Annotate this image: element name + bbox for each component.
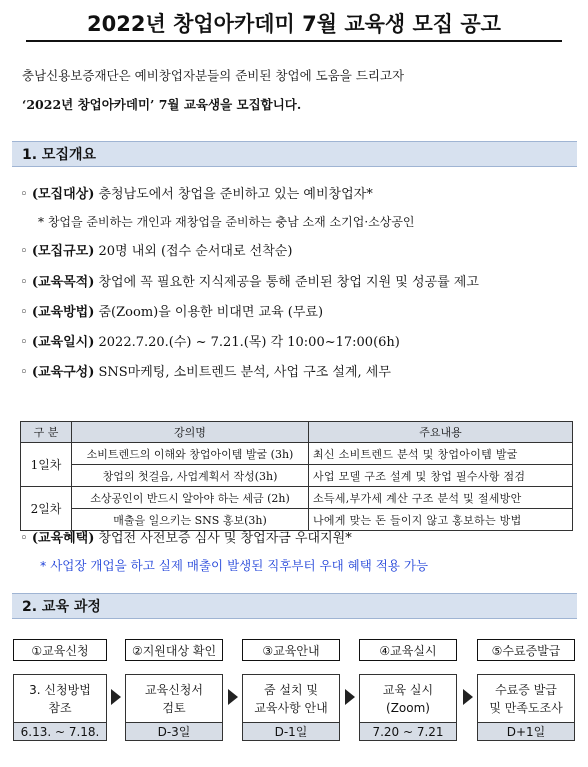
step-body-line: (Zoom) bbox=[386, 701, 430, 715]
item-text: 창업에 꼭 필요한 지식제공을 통해 준비된 창업 지원 및 성공률 제고 bbox=[98, 275, 479, 290]
step-1-head: ①교육신청 bbox=[13, 639, 107, 661]
step-1-foot: 6.13. ~ 7.18. bbox=[13, 722, 107, 741]
item-scale bbox=[20, 240, 292, 259]
step-5-body bbox=[477, 674, 575, 722]
table-header: 구 분 bbox=[21, 422, 72, 443]
content-cell: 최신 소비트렌드 분석 및 창업아이템 발굴 bbox=[309, 443, 573, 465]
item-label: (교육구성) bbox=[31, 365, 95, 380]
target-note: * 창업을 준비하는 개인과 재창업을 준비하는 충남 소재 소기업·소상공인 bbox=[38, 215, 415, 229]
table-header: 주요내용 bbox=[309, 422, 573, 443]
intro-line-1: 충남신용보증재단은 예비창업자분들의 준비된 창업에 도움을 드리고자 bbox=[22, 68, 405, 83]
bullet-mark: ◦ bbox=[20, 187, 28, 202]
step-body-line: 검토 bbox=[162, 701, 186, 715]
item-label: (교육방법) bbox=[31, 305, 95, 320]
intro-line-2: ‘2022년 창업아카데미’ 7월 교육생을 모집합니다. bbox=[22, 97, 302, 112]
step-2-foot: D-3일 bbox=[125, 722, 223, 741]
step-body-line: 참조 bbox=[48, 701, 72, 715]
item-benefit bbox=[20, 527, 352, 546]
section-heading-process: 2. 교육 과정 bbox=[12, 593, 577, 619]
table-row bbox=[21, 443, 573, 465]
item-text: SNS마케팅, 소비트렌드 분석, 사업 구조 설계, 세무 bbox=[98, 365, 391, 380]
step-2-head: ②지원대상 확인 bbox=[125, 639, 223, 661]
item-text: 20명 내외 (접수 순서대로 선착순) bbox=[98, 244, 293, 259]
item-text: 줌(Zoom)을 이용한 비대면 교육 (무료) bbox=[98, 305, 324, 320]
item-schedule bbox=[20, 331, 400, 350]
item-text: 2022.7.20.(수) ~ 7.21.(목) 각 10:00~17:00(6h) bbox=[98, 335, 400, 350]
step-2-body bbox=[125, 674, 223, 722]
content-cell: 나에게 맞는 돈 들이지 않고 홍보하는 방법 bbox=[309, 509, 573, 531]
section-heading-overview: 1. 모집개요 bbox=[12, 141, 577, 167]
page-title: 2022년 창업아카데미 7월 교육생 모집 공고 bbox=[87, 12, 501, 36]
item-label: (교육혜택) bbox=[31, 531, 95, 546]
step-4-foot: 7.20 ~ 7.21 bbox=[359, 722, 457, 741]
table-row bbox=[21, 487, 573, 509]
content-cell: 사업 모델 구조 설계 및 창업 필수사항 점검 bbox=[309, 465, 573, 487]
day-cell: 1일차 bbox=[21, 443, 72, 487]
item-composition bbox=[20, 361, 391, 380]
lecture-cell: 매출을 일으키는 SNS 홍보(3h) bbox=[72, 509, 309, 531]
bullet-mark: ◦ bbox=[20, 335, 28, 350]
arrow-right-icon bbox=[463, 689, 473, 705]
step-5-foot: D+1일 bbox=[477, 722, 575, 741]
bullet-mark: ◦ bbox=[20, 365, 28, 380]
step-3-head: ③교육안내 bbox=[242, 639, 340, 661]
item-label: (교육일시) bbox=[31, 335, 95, 350]
step-body-line: 교육사항 안내 bbox=[254, 701, 328, 715]
item-text: 창업전 사전보증 심사 및 창업자금 우대지원* bbox=[98, 531, 352, 546]
bullet-mark: ◦ bbox=[20, 244, 28, 259]
day-cell: 2일차 bbox=[21, 487, 72, 531]
step-1-body bbox=[13, 674, 107, 722]
title-underline bbox=[26, 40, 562, 42]
step-body-line: 수료증 발급 bbox=[495, 683, 557, 697]
bullet-mark: ◦ bbox=[20, 275, 28, 290]
item-label: (모집규모) bbox=[31, 244, 95, 259]
lecture-cell: 소상공인이 반드시 알아야 하는 세금 (2h) bbox=[72, 487, 309, 509]
curriculum-table bbox=[20, 421, 573, 531]
item-target bbox=[20, 183, 373, 202]
item-label: (모집대상) bbox=[31, 187, 95, 202]
step-3-body bbox=[242, 674, 340, 722]
lecture-cell: 소비트렌드의 이해와 창업아이템 발굴 (3h) bbox=[72, 443, 309, 465]
item-method bbox=[20, 301, 323, 320]
content-cell: 소득세,부가세 계산 구조 분석 및 절세방안 bbox=[309, 487, 573, 509]
lecture-cell: 창업의 첫걸음, 사업계획서 작성(3h) bbox=[72, 465, 309, 487]
item-purpose bbox=[20, 271, 479, 290]
step-body-line: 3. 신청방법 bbox=[29, 683, 91, 697]
table-header-row bbox=[21, 422, 573, 443]
arrow-right-icon bbox=[228, 689, 238, 705]
step-4-head: ④교육실시 bbox=[359, 639, 457, 661]
step-body-line: 교육신청서 bbox=[145, 683, 203, 697]
step-body-line: 및 만족도조사 bbox=[489, 701, 563, 715]
arrow-right-icon bbox=[345, 689, 355, 705]
item-label: (교육목적) bbox=[31, 275, 95, 290]
arrow-right-icon bbox=[111, 689, 121, 705]
step-body-line: 교육 실시 bbox=[382, 683, 434, 697]
benefit-note: * 사업장 개업을 하고 실제 매출이 발생된 직후부터 우대 혜택 적용 가능 bbox=[40, 558, 429, 573]
step-3-foot: D-1일 bbox=[242, 722, 340, 741]
item-text: 충청남도에서 창업을 준비하고 있는 예비창업자* bbox=[98, 187, 373, 202]
table-row bbox=[21, 465, 573, 487]
step-4-body bbox=[359, 674, 457, 722]
step-5-head: ⑤수료증발급 bbox=[477, 639, 575, 661]
step-body-line: 줌 설치 및 bbox=[264, 683, 318, 697]
bullet-mark: ◦ bbox=[20, 531, 28, 546]
bullet-mark: ◦ bbox=[20, 305, 28, 320]
table-header: 강의명 bbox=[72, 422, 309, 443]
